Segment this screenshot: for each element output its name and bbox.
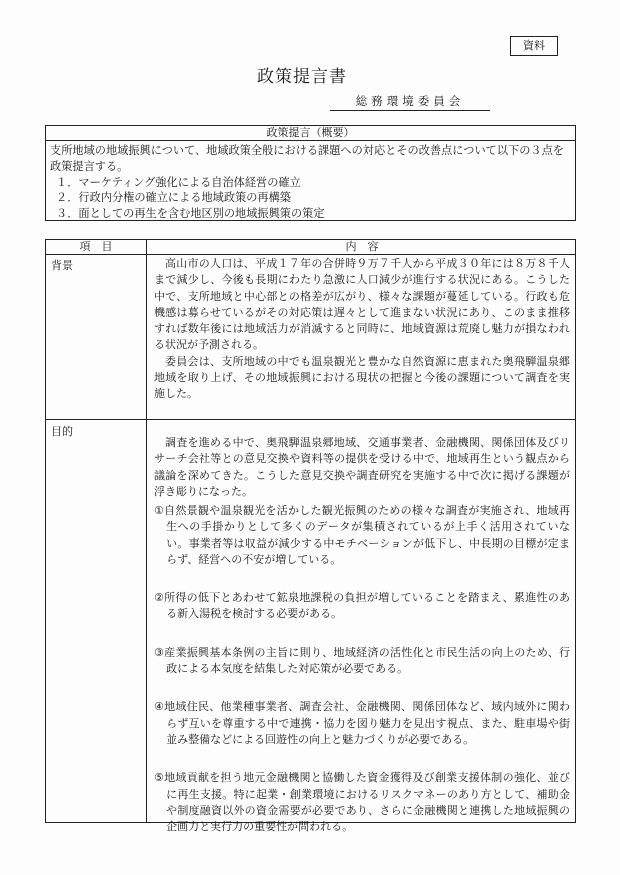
row-divider <box>46 419 575 420</box>
summary-intro: 支所地域の地域振興について、地域政策全般における課題への対応とその改善点について以下の３点を政策提言する。 <box>50 144 564 173</box>
issue-item: ①自然景観や温泉観光を活かした観光振興のための様々な調査が実施され、地域再生への手掛かりとして多くのデータが集積されているが上手く活用されていない。事業者等は収益が減少する中モチベーションが低下し、中長期の目標が定まらず、経営への不安が増している。 <box>154 504 570 566</box>
issue-item: ②所得の低下とあわせて鉱泉地課税の負担が増していることを踏まえ、累進性のある新入湯税を検討する必要がある。 <box>154 591 570 621</box>
row-label-background: 背景 <box>51 259 73 272</box>
summary-item: １．マーケティング強化による自治体経営の確立 <box>56 175 301 189</box>
issue-list <box>154 503 570 857</box>
content-table <box>45 239 576 834</box>
issue-item: ⑤地域貢献を担う地元金融機関と協働した資金獲得及び創業支援体制の強化、並びに再生支援。特に起業・創業環境におけるリスクマネーのあり方として、補助金や制度融資以外の資金需要が必要であり、さらに金融機関と連携した地域振興の企画力と実行力の重要性が問われる。 <box>154 771 570 834</box>
issue-item: ③産業振興基本条例の主旨に則り、地域経済の活性化と市民生活の向上のため、行政による本気度を結集した対応策が必要である。 <box>154 645 570 676</box>
column-divider <box>146 240 147 822</box>
summary-body <box>46 141 575 222</box>
row-label-purpose: 目的 <box>51 425 73 438</box>
column-header-item: 項 目 <box>79 240 113 253</box>
column-header-content: 内 容 <box>345 240 379 253</box>
issue-item: ④地域住民、他業種事業者、調査会社、金融機関、関係団体など、域内域外に関わらず互いを尊重する中で連携・協力を図り魅力を見出す視点、また、駐車場や街並み整備などによる回遊性の向上と魅力づくりが必要である。 <box>154 700 570 746</box>
purpose-paragraph: 調査を進める中で、奥飛騨温泉郷地域、交通事業者、金融機関、関係団体及びリサーチ会社等との意見交換や資料等の提供を受ける中で、地域再生という観点から議論を深めてきた。こうした意見交換や調査研究を実施する中で次に掲げる課題が浮き彫りになった。 <box>154 436 570 498</box>
summary-box <box>45 125 576 221</box>
committee-name: 総務環境委員会 <box>330 93 490 111</box>
page-title: 政策提言書 <box>257 67 347 87</box>
summary-header: 政策提言（概要） <box>46 126 575 141</box>
background-paragraph: 高山市の人口は、平成１７年の合併時９万７千人から平成３０年には８万８千人まで減少し、今後も長期にわたり急激に人口減少が進行する状況にある。こうした中で、支所地域と中心部との格差が広がり、様々な課題が蔓延している。行政も危機感は募らせているがその対応策は遅々として進まない状況にあり、このまま推移すれば数年後には地域活力が消滅すると同時に、地域資源は荒廃し魅力が損なわれる状況が予測される。 <box>154 257 570 352</box>
summary-item: ３．面としての再生を含む地区別の地域振興策の策定 <box>56 207 325 221</box>
header-divider <box>46 254 575 255</box>
purpose-intro <box>154 435 570 500</box>
background-paragraph: 委員会は、支所地域の中でも温泉観光と豊かな自然資源に恵まれた奥飛騨温泉郷地域を取り上げ、その地域振興における現状の把握と今後の課題について調査を実施した。 <box>154 354 570 401</box>
background-content <box>154 256 570 403</box>
document-badge: 資料 <box>510 36 558 56</box>
summary-item: ２．行政内分権の確立による地域政策の再構築 <box>56 191 291 205</box>
